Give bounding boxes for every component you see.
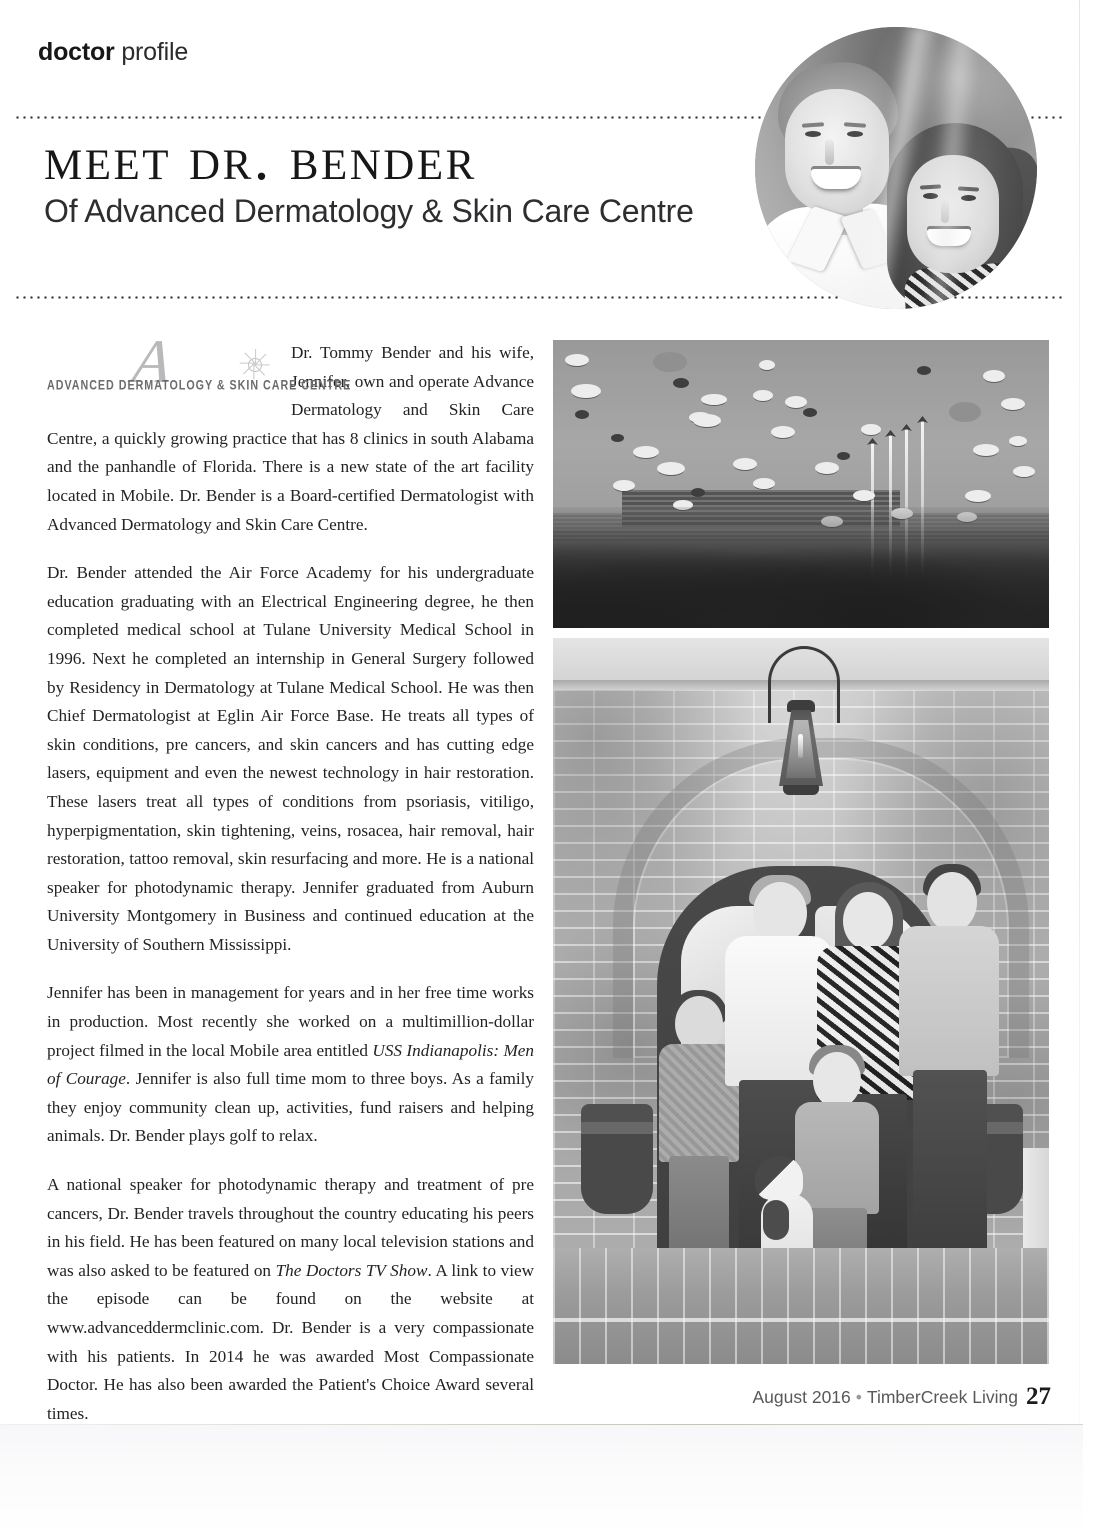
page-subtitle: Of Advanced Dermatology & Skin Care Centre	[44, 193, 694, 230]
paragraph-2	[47, 559, 534, 959]
tossed-cap	[1009, 436, 1027, 446]
film-title: USS Indianapolis: Men of Courage	[47, 1040, 534, 1089]
portrait-blur-overlay	[755, 27, 1037, 309]
tossed-cap	[853, 490, 875, 501]
lantern-flame	[798, 734, 803, 758]
logo-wordmark: ADVANCED DERMATOLOGY & SKIN CARE CENTRE	[47, 378, 352, 394]
tossed-cap	[571, 384, 601, 398]
photo-family	[553, 638, 1049, 1364]
dog-head	[755, 1156, 803, 1200]
tossed-cap	[693, 414, 721, 427]
portrait-photo-couple	[755, 27, 1037, 309]
tossed-cap	[753, 390, 773, 401]
lantern-base	[783, 785, 819, 795]
scan-edge-right	[1079, 0, 1080, 1424]
planter-urn-left	[581, 1104, 653, 1214]
footer-publication: TimberCreek Living	[866, 1387, 1018, 1407]
head	[843, 892, 893, 950]
paragraph-4-tail: . A link to view the episode can be found on the website at www.advanceddermclinic.com. Dr. Bender is a very compassionate with his patients. In 2014 he was awarded Most Compassionate Doctor. He has also been awarded the Patient's Choice Award several times.	[47, 1260, 535, 1423]
tossed-cap	[837, 452, 850, 460]
tossed-cap	[733, 458, 757, 470]
legs	[913, 1070, 987, 1256]
tossed-cap	[771, 426, 795, 438]
masthead	[44, 125, 744, 230]
section-kicker	[38, 38, 188, 67]
head	[753, 882, 807, 944]
tossed-cap	[633, 446, 659, 458]
tossed-cap	[753, 478, 775, 489]
tossed-cap	[701, 394, 727, 405]
paragraph-4-lead: A national speaker for photodynamic therapy and treatment of pre cancers, Dr. Bender travels throughout the country educating his peers in his field. He has been featured on many local television stations and was also asked to be featured on	[47, 1175, 534, 1280]
tossed-cap	[815, 462, 839, 474]
tossed-cap	[653, 352, 687, 372]
page-footer	[753, 1383, 1052, 1411]
tossed-cap	[575, 410, 589, 419]
graduation-crowd	[553, 507, 1049, 628]
brick-stoop	[553, 1248, 1049, 1364]
page-number: 27	[1026, 1383, 1051, 1410]
tossed-cap	[861, 424, 881, 435]
stoop-edge-highlight	[553, 1318, 1049, 1322]
tossed-cap	[611, 434, 624, 442]
tossed-cap	[691, 488, 705, 497]
kicker-bold-word: doctor	[38, 38, 115, 66]
clinic-logo	[47, 328, 352, 396]
paragraph-1-text: Dr. Tommy Bender and his wife, Jennifer, own and operate Advance Dermatology and Skin Care Centre, a quickly growing practice that has 8 clinics in south Alabama and the panhandle of Florida. There is a new state of the art facility located in Mobile. Dr. Bender is a Board-certified Dermatologist with Advanced Dermatology and Skin Care Centre.	[47, 343, 534, 534]
tossed-cap	[803, 408, 817, 417]
torso	[899, 926, 999, 1076]
footer-separator: •	[855, 1387, 862, 1407]
paragraph-4	[47, 1171, 534, 1428]
tossed-cap	[673, 378, 689, 388]
article-body	[47, 328, 535, 1534]
logo-script-a-letter: A	[129, 328, 175, 396]
dog-patch	[763, 1200, 789, 1240]
paragraph-3-lead: Jennifer has been in management for years and in her free time works in production. Most recently she worked on a multimillion-dollar project filmed in the local Mobile area entitled	[47, 983, 534, 1060]
tossed-cap	[917, 366, 931, 375]
kicker-regular-word: profile	[121, 38, 189, 66]
family-member-teen-right	[899, 872, 1003, 1268]
tossed-cap	[983, 370, 1005, 382]
head	[813, 1052, 861, 1108]
footer-issue-date: August 2016	[752, 1387, 851, 1407]
tossed-cap	[785, 396, 807, 408]
paragraph-2-text: Dr. Bender attended the Air Force Academy for his undergraduate education graduating with an Electrical Engineering degree, he then completed medical school at Tulane University Medical School in 1996. Next he completed an internship in General Surgery followed by Residency in Dermatology at Tulane Medical School. He was then Chief Dermatologist at Eglin Air Force Base. He treats all types of skin conditions, pre cancers, and skin cancers and has cutting edge lasers, equipment and even the newest technology in hair restoration. These lasers treat all types of conditions from psoriasis, vitiligo, hyperpigmentation, skin tightening, veins, rosacea, hair removal, hair restoration, tattoo removal, skin resurfacing and more. He is a national speaker for photodynamic therapy. Jennifer graduated from Auburn University Montgomery in Business and continued education at the University of Southern Mississippi.	[47, 563, 534, 954]
paragraph-3-tail: . Jennifer is also full time mom to three boys. As a family they enjoy community clean up, activities, fund raisers and helping animals. Dr. Bender plays golf to relax.	[47, 1069, 535, 1146]
tossed-cap	[613, 480, 635, 491]
photo-graduation	[553, 340, 1049, 628]
tossed-cap	[759, 360, 775, 370]
paragraph-1	[47, 328, 534, 539]
tossed-cap	[657, 462, 685, 475]
scan-margin-bottom	[0, 1425, 1083, 1536]
tossed-cap	[1001, 398, 1025, 410]
tossed-cap	[565, 354, 589, 366]
page-title: meet dr. bender	[44, 125, 477, 193]
paragraph-3	[47, 979, 534, 1151]
head	[927, 872, 977, 932]
tossed-cap	[973, 444, 999, 456]
tossed-cap	[949, 402, 981, 422]
tossed-cap	[965, 490, 991, 502]
tv-show-title: The Doctors TV Show	[275, 1260, 428, 1280]
tossed-cap	[1013, 466, 1035, 477]
scan-margin-right	[1083, 0, 1117, 1536]
